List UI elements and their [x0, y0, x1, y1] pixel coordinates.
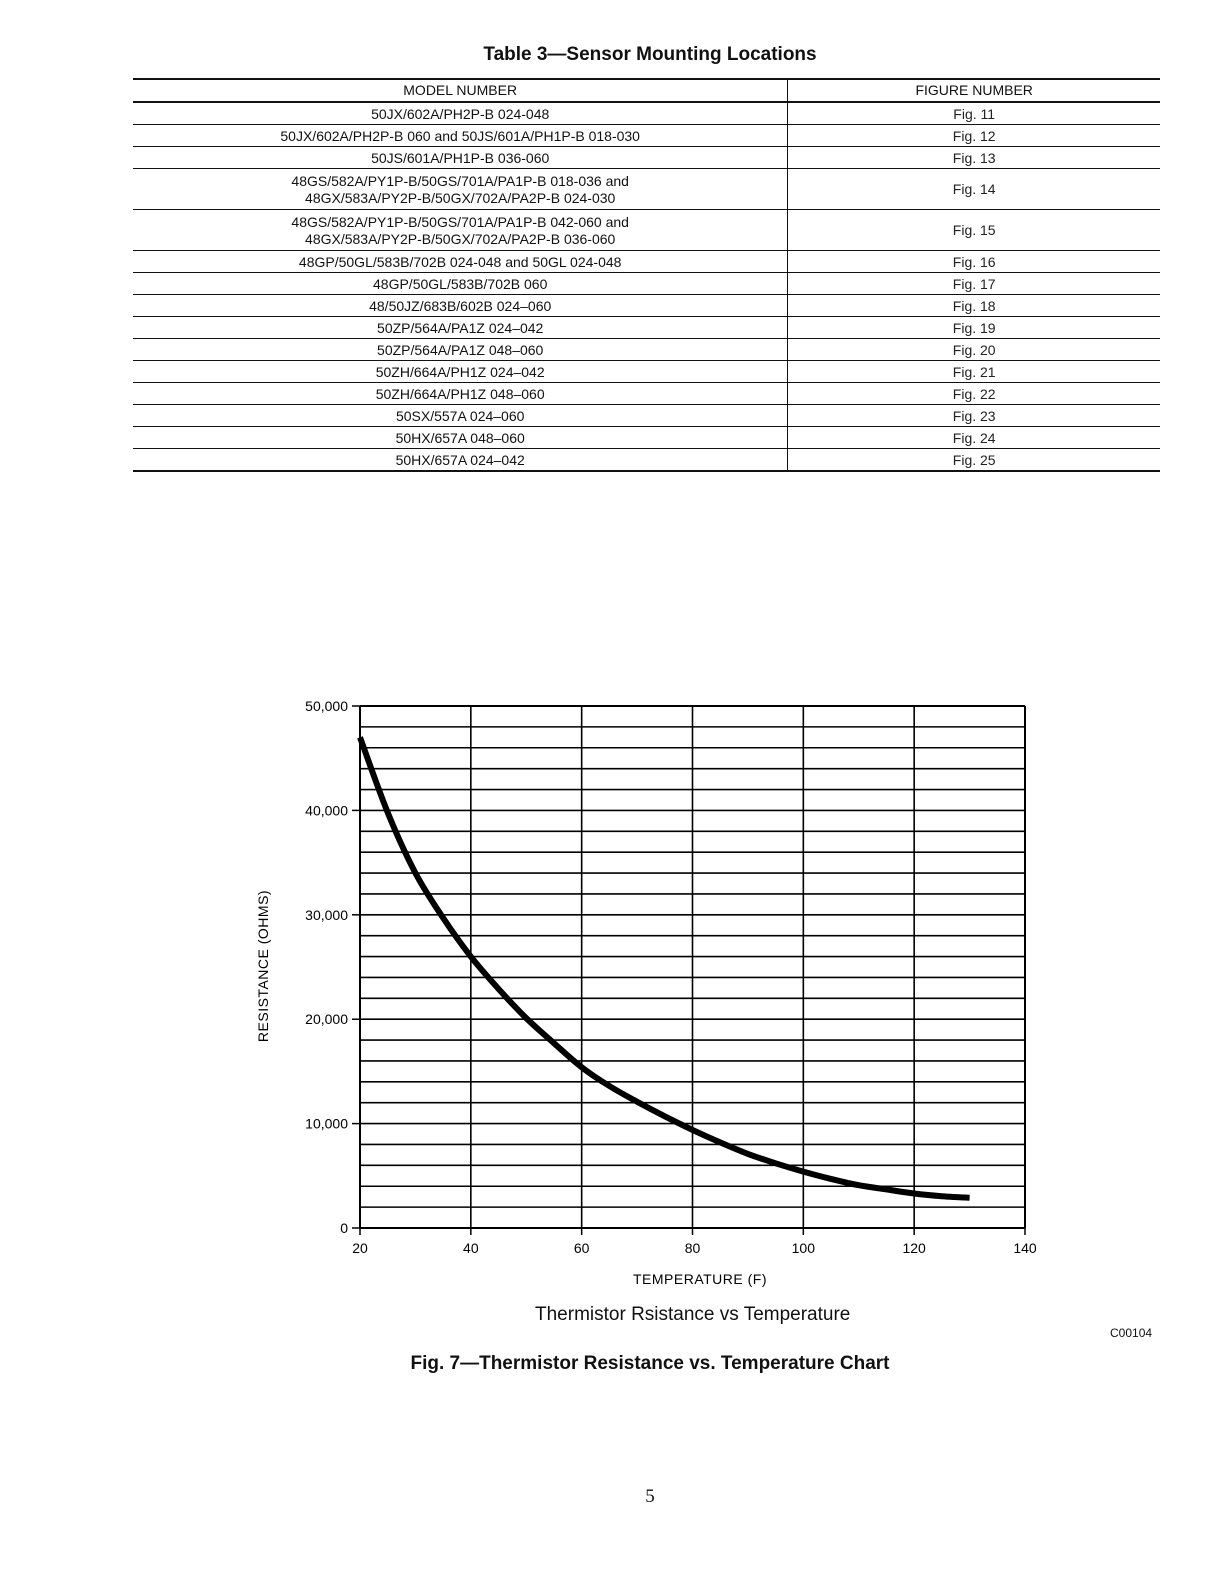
model-number-cell: 50JX/602A/PH2P-B 060 and 50JS/601A/PH1P-B 018-030 [133, 125, 788, 147]
chart-title: Thermistor Rsistance vs Temperature [535, 1304, 851, 1325]
figure-number-cell: Fig. 22 [788, 383, 1160, 405]
resistance-curve [360, 737, 970, 1197]
x-tick-label: 120 [902, 1240, 926, 1256]
figure-number-cell: Fig. 23 [788, 405, 1160, 427]
figure-number-cell: Fig. 17 [788, 273, 1160, 295]
x-tick-label: 20 [352, 1240, 368, 1256]
y-tick-label: 50,000 [305, 698, 348, 714]
y-tick-label: 40,000 [305, 802, 348, 819]
model-number-cell: 50ZH/664A/PH1Z 048–060 [133, 383, 788, 405]
y-axis-label: RESISTANCE (OHMS) [255, 889, 271, 1043]
figure-number-cell: Fig. 18 [788, 295, 1160, 317]
page-number: 5 [645, 1486, 655, 1507]
model-number-cell: 50ZP/564A/PA1Z 048–060 [133, 339, 788, 361]
model-number-cell: 50JS/601A/PH1P-B 036-060 [133, 147, 788, 169]
x-tick-label: 80 [684, 1240, 701, 1256]
figure-number-cell: Fig. 24 [788, 427, 1160, 449]
model-number-cell: 48GP/50GL/583B/702B 024-048 and 50GL 024-048 [133, 251, 788, 273]
figure-number-cell: Fig. 13 [788, 147, 1160, 169]
figure-number-cell: Fig. 21 [788, 361, 1160, 383]
y-tick-label: 0 [340, 1220, 348, 1236]
model-number-cell: 48GS/582A/PY1P-B/50GS/701A/PA1P-B 018-036 and 48GX/583A/PY2P-B/50GX/702A/PA2P-B 024-030 [133, 169, 788, 210]
x-tick-label: 40 [463, 1240, 479, 1256]
header-model-number: MODEL NUMBER [133, 79, 788, 102]
model-number-cell: 50JX/602A/PH2P-B 024-048 [133, 102, 788, 125]
chart-grid [360, 706, 1025, 1228]
figure-number-cell: Fig. 12 [788, 125, 1160, 147]
figure-number-cell: Fig. 11 [788, 102, 1160, 125]
figure-number-cell: Fig. 15 [788, 210, 1160, 251]
x-tick-label: 60 [573, 1240, 590, 1256]
x-axis-label: TEMPERATURE (F) [632, 1271, 768, 1287]
model-number-cell: 48GS/582A/PY1P-B/50GS/701A/PA1P-B 042-060 and 48GX/583A/PY2P-B/50GX/702A/PA2P-B 036-060 [133, 210, 788, 251]
figure-number-cell: Fig. 19 [788, 317, 1160, 339]
model-number-cell: 50ZH/664A/PH1Z 024–042 [133, 361, 788, 383]
model-number-cell: 50SX/557A 024–060 [133, 405, 788, 427]
model-number-cell: 48/50JZ/683B/602B 024–060 [133, 295, 788, 317]
model-number-cell: 50HX/657A 048–060 [133, 427, 788, 449]
figure-caption: Fig. 7—Thermistor Resistance vs. Temperature Chart [410, 1353, 890, 1374]
y-tick-label: 30,000 [305, 906, 348, 923]
x-tick-label: 100 [791, 1240, 816, 1256]
figure-code: C00104 [1110, 1326, 1153, 1340]
y-tick-label: 10,000 [305, 1115, 348, 1132]
y-tick-label: 20,000 [305, 1011, 348, 1028]
model-number-cell: 50ZP/564A/PA1Z 024–042 [133, 317, 788, 339]
figure-number-cell: Fig. 20 [788, 339, 1160, 361]
figure-number-cell: Fig. 14 [788, 169, 1160, 210]
chart-axes [352, 706, 1025, 1235]
figure-number-cell: Fig. 16 [788, 251, 1160, 273]
model-number-cell: 48GP/50GL/583B/702B 060 [133, 273, 788, 295]
figure-number-cell: Fig. 25 [788, 449, 1160, 472]
header-figure-number: FIGURE NUMBER [788, 79, 1160, 102]
x-tick-label: 140 [1013, 1240, 1037, 1256]
model-number-cell: 50HX/657A 024–042 [133, 449, 788, 472]
table-title: Table 3—Sensor Mounting Locations [483, 44, 817, 65]
